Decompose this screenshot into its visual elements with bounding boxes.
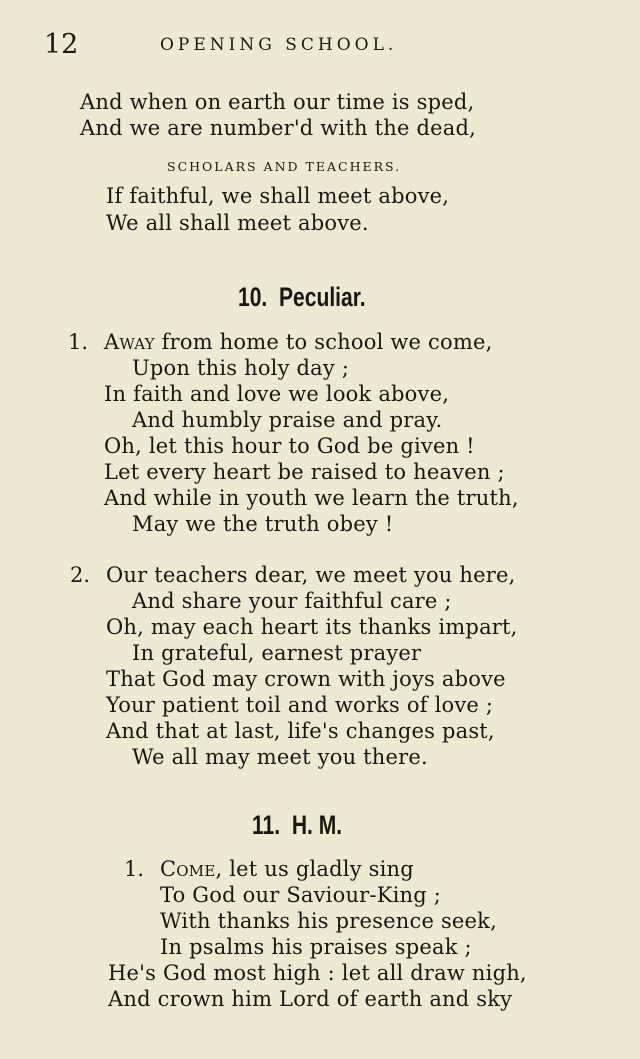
verse-line: Let every heart be raised to heaven ; [104,460,505,484]
hymn-meter: Peculiar. [278,282,366,312]
verse-line: He's God most high : let all draw nigh, [108,961,527,985]
chorus-line: If faithful, we shall meet above, [106,184,450,208]
verse-line [104,329,492,355]
chorus-line: We all shall meet above. [106,211,369,235]
verse-line: May we the truth obey ! [132,512,394,536]
verse-line: Oh, may each heart its thanks impart, [106,615,518,639]
verse-first-word: Come [160,857,216,881]
verse-line: Upon this holy day ; [132,356,350,380]
hymn-meter: H. M. [291,810,343,840]
verse-line: Our teachers dear, we meet you here, [106,563,516,587]
verse-line [160,856,414,882]
verse-line: We all may meet you there. [132,745,428,769]
verse-line: And that at last, life's changes past, [106,719,495,743]
verse-line: And we are number'd with the dead, [80,116,477,140]
verse-line: And humbly praise and pray. [132,408,443,432]
verse-first-rest: , let us gladly sing [215,857,414,881]
running-head: OPENING SCHOOL. [160,35,398,55]
verse-line: To God our Saviour-King ; [160,883,442,907]
stanza-number: 1. [124,857,145,881]
verse-line: In psalms his praises speak ; [160,935,472,959]
verse-line: And when on earth our time is sped, [80,90,475,114]
verse-line: And crown him Lord of earth and sky [108,987,513,1011]
verse-line: And share your faithful care ; [132,589,452,613]
verse-line: Oh, let this hour to God be given ! [104,434,475,458]
hymn-heading [252,808,342,842]
speaker-label: SCHOLARS AND TEACHERS. [167,159,402,174]
verse-first-word: Away [104,330,155,354]
stanza-number: 2. [70,563,91,587]
verse-line: In faith and love we look above, [104,382,450,406]
verse-line: Your patient toil and works of love ; [106,693,494,717]
verse-line: That God may crown with joys above [106,667,506,691]
stanza-number: 1. [68,330,89,354]
verse-first-rest: from home to school we come, [154,330,493,354]
hymn-heading [238,280,366,314]
hymn-number: 10. [238,282,268,312]
verse-line: And while in youth we learn the truth, [104,486,519,510]
verse-line: With thanks his presence seek, [160,909,497,933]
page-number: 12 [44,29,79,60]
verse-line: In grateful, earnest prayer [132,641,422,665]
hymn-number: 11. [252,810,281,840]
